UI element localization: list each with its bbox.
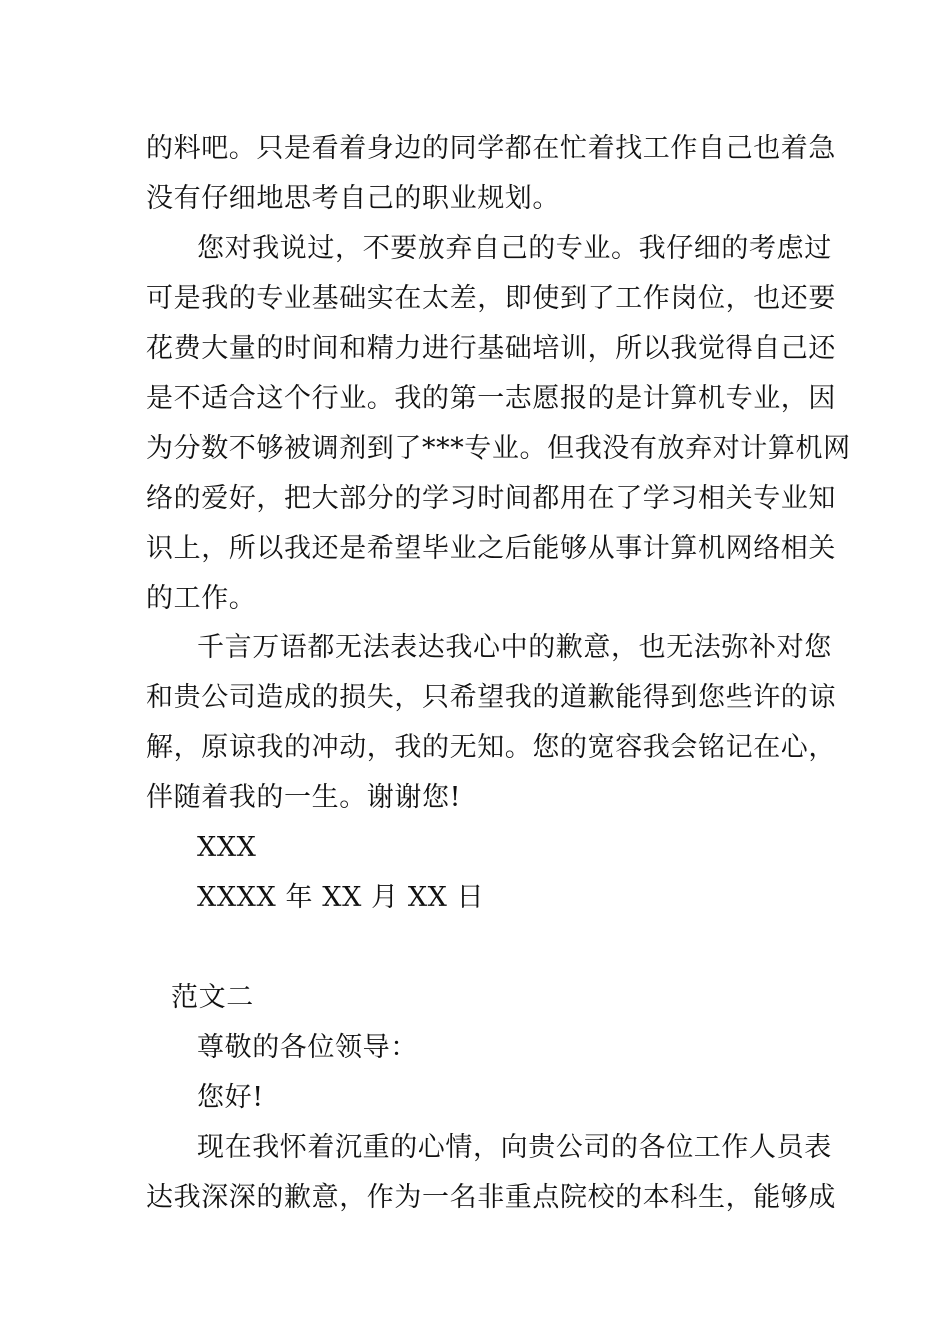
paragraph-line: 和贵公司造成的损失，只希望我的道歉能得到您些许的谅 — [146, 682, 836, 713]
paragraph-line: 您对我说过，不要放弃自己的专业。我仔细的考虑过 — [197, 233, 832, 264]
paragraph-line: 千言万语都无法表达我心中的歉意，也无法弥补对您 — [197, 632, 832, 663]
greeting: 您好! — [197, 1082, 264, 1113]
paragraph-line: 识上，所以我还是希望毕业之后能够从事计算机网络相关 — [146, 533, 836, 564]
paragraph-line: 是不适合这个行业。我的第一志愿报的是计算机专业，因 — [146, 383, 836, 414]
paragraph-line: 的工作。 — [146, 583, 257, 614]
salutation: 尊敬的各位领导： — [197, 1032, 418, 1063]
paragraph-line: 伴随着我的一生。谢谢您! — [146, 782, 462, 813]
section-heading: 范文二 — [171, 982, 254, 1013]
signature-date: XXXX 年 XX 月 XX 日 — [197, 882, 485, 913]
paragraph-line: 达我深深的歉意，作为一名非重点院校的本科生，能够成 — [146, 1182, 836, 1213]
paragraph-line: 没有仔细地思考自己的职业规划。 — [146, 183, 560, 214]
paragraph-line: 络的爱好，把大部分的学习时间都用在了学习相关专业知 — [146, 483, 836, 514]
paragraph-line: 为分数不够被调剂到了***专业。但我没有放弃对计算机网 — [146, 433, 851, 464]
paragraph-line: 可是我的专业基础实在太差，即使到了工作岗位，也还要 — [146, 283, 836, 314]
paragraph-line: 现在我怀着沉重的心情，向贵公司的各位工作人员表 — [197, 1132, 832, 1163]
signature-name: XXX — [197, 832, 257, 863]
paragraph-line: 花费大量的时间和精力进行基础培训，所以我觉得自己还 — [146, 333, 836, 364]
paragraph-line: 的料吧。只是看着身边的同学都在忙着找工作自己也着急 — [146, 133, 836, 164]
paragraph-line: 解，原谅我的冲动，我的无知。您的宽容我会铭记在心， — [146, 732, 836, 763]
